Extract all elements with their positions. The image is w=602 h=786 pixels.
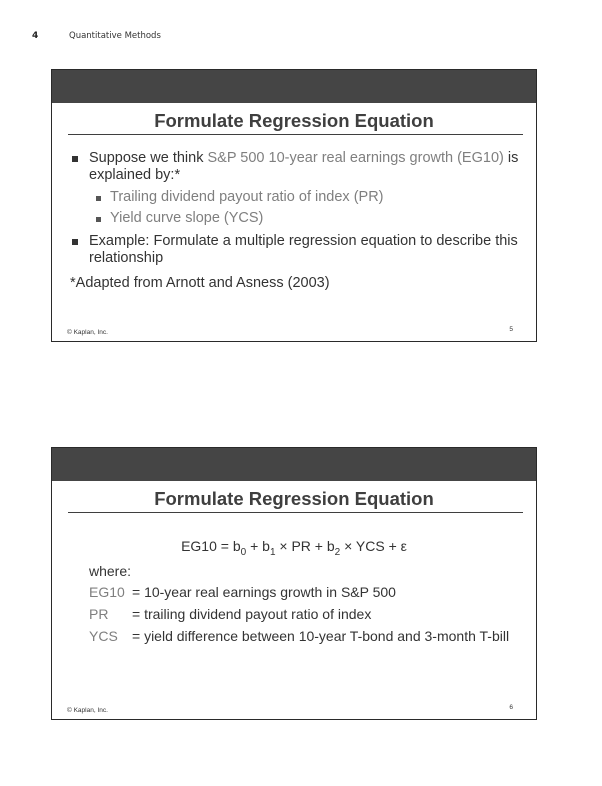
- slide-number: 6: [509, 704, 513, 711]
- slide-6: [51, 447, 537, 720]
- definition-text: = trailing dividend payout ratio of index: [132, 606, 372, 622]
- slide-5: [51, 69, 537, 342]
- bullet-suffix: is: [503, 150, 519, 166]
- bullet-text-line2: relationship: [89, 250, 164, 266]
- definition-term: EG10: [89, 584, 125, 600]
- sub-bullet-icon: [96, 217, 101, 222]
- eq-subscript: 0: [240, 547, 247, 558]
- where-label: where:: [89, 563, 132, 579]
- slide-title: Formulate Regression Equation: [154, 110, 434, 131]
- bullet-highlight: S&P 500 10-year real earnings growth (EG10): [207, 150, 504, 166]
- eq-part: × YCS + ε: [340, 538, 407, 554]
- eq-part: × PR + b: [275, 538, 335, 554]
- bullet-text: [89, 150, 518, 167]
- title-underline: [68, 134, 523, 135]
- copyright: © Kaplan, Inc.: [67, 707, 108, 714]
- running-head: Quantitative Methods: [69, 31, 161, 41]
- bullet-icon: [72, 156, 78, 162]
- slide-header-bar: [52, 448, 536, 481]
- copyright: © Kaplan, Inc.: [67, 329, 108, 336]
- slide-title: Formulate Regression Equation: [154, 488, 434, 509]
- slide-header-bar: [52, 70, 536, 103]
- eq-subscript: 2: [334, 547, 341, 558]
- slide-number: 5: [509, 326, 513, 333]
- bullet-icon: [72, 239, 78, 245]
- bullet-text: Example: Formulate a multiple regression equation to describe this: [89, 233, 518, 249]
- definition-term: YCS: [89, 628, 118, 644]
- sub-bullet-text: Trailing dividend payout ratio of index (PR): [110, 189, 384, 205]
- bullet-text-line2: explained by:*: [89, 167, 181, 183]
- title-underline: [68, 512, 523, 513]
- definition-text: = 10-year real earnings growth in S&P 500: [132, 584, 396, 600]
- eq-part: + b: [246, 538, 270, 554]
- sub-bullet-icon: [96, 196, 101, 201]
- bullet-prefix: Suppose we think: [89, 150, 208, 166]
- footnote: *Adapted from Arnott and Asness (2003): [70, 275, 330, 291]
- definition-text: = yield difference between 10-year T-bond and 3-month T-bill: [132, 628, 510, 644]
- definition-term: PR: [89, 606, 109, 622]
- page-number: 4: [32, 31, 39, 41]
- regression-equation: [52, 538, 536, 558]
- sub-bullet-text: Yield curve slope (YCS): [110, 210, 264, 226]
- eq-part: EG10 = b: [181, 538, 241, 554]
- eq-subscript: 1: [269, 547, 276, 558]
